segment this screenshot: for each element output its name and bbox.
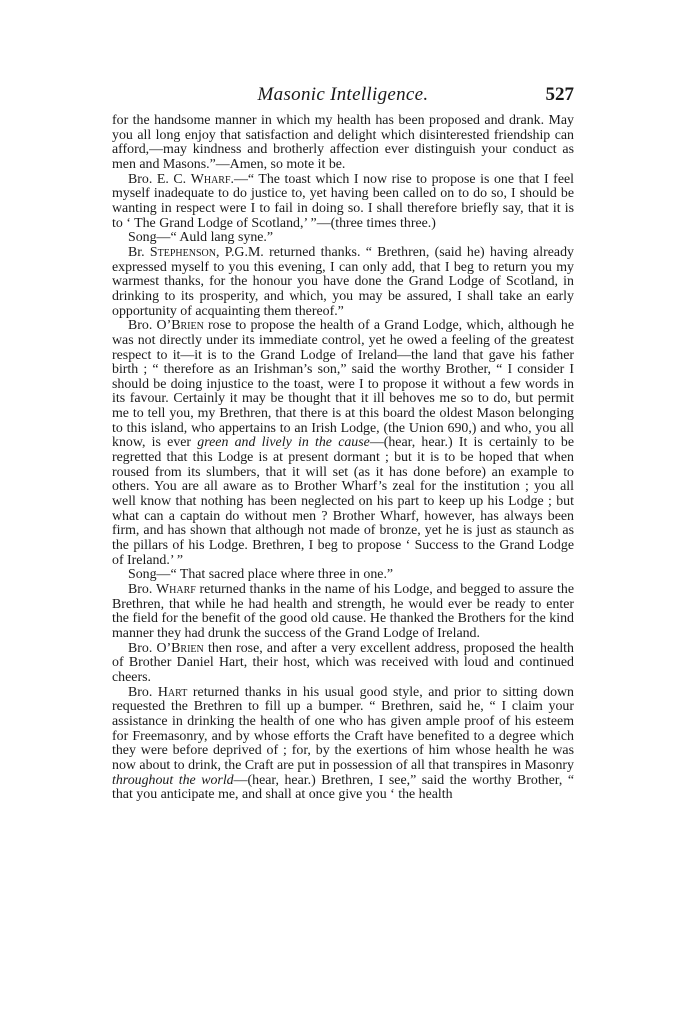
paragraph	[112, 642, 574, 686]
speaker-name: Wharf	[190, 171, 231, 187]
paragraph-text: returned thanks in the name of his Lodge, and begged to assure the Brethren, that while he had health and strength, he would ever be ready to enter the field for the benefit of the good old cause. He thanked the Brothers for the kind manner they had drunk the success of the Grand Lodge of Ireland.	[112, 582, 574, 641]
speaker-name: Hart	[157, 684, 188, 700]
running-header	[112, 84, 574, 114]
paragraph-text: then rose, and after a very excellent address, proposed the health of Brother Daniel Hart, their host, which was received with loud and continued cheers.	[112, 640, 574, 685]
paragraph-text: returned thanks in his usual good style, and prior to sitting down requested the Brethren to fill up a bumper. “ Brethren, said he, “ I claim your assistance in drinking the health of one who has given ample proof of his esteem for Freemasonry, and by whose efforts the Craft have benefited to a degree which they were before deprived of ; for, by the exertions of him whose health he was now about to drink, the Craft are put in possession of all that transpires in Masonry	[112, 684, 574, 773]
paragraph	[112, 114, 574, 173]
paragraph-text: Bro. O’	[128, 318, 172, 334]
paragraph	[112, 686, 574, 803]
paragraph	[112, 583, 574, 642]
article-body	[112, 114, 574, 803]
paragraph-text: for the handsome manner in which my health has been proposed and drank. May you all long enjoy that satisfaction and delight which disinterested friendship can afford,—may kindness and brotherly affection ever distinguish your conduct as men and Masons.”—Amen, so mote it be.	[112, 113, 574, 172]
paragraph-text: —(hear, hear.) It is certainly to be regretted that this Lodge is at present dormant ; but it is to be hoped that when roused from its slumbers, that it will set (as it has done before) an example to others. You are all aware as to Brother Wharf’s zeal for the institution ; you all well know that nothing has been neglected on his part to keep up his Lodge ; but what can a captain do without men ? Brother Wharf, however, has always been firm, and has shown that although not made of bronze, yet he is just as staunch as the pillars of his Lodge. Brethren, I beg to propose ‘ Success to the Grand Lodge of Ireland.’ ”	[112, 435, 574, 568]
paragraph	[112, 246, 574, 319]
speaker-name: Wharf	[156, 582, 196, 597]
italic-phrase: green and lively in the cause	[197, 435, 370, 451]
paragraph	[112, 173, 574, 232]
speaker-name: Brien	[171, 318, 204, 334]
paragraph-text: Bro.	[128, 582, 157, 597]
paragraph	[112, 231, 574, 246]
paragraph-text: Bro.	[128, 684, 158, 700]
paragraph-text: —(hear, hear.) Brethren, I see,” said the worthy Brother, “ that you anticipate me, and shall at once give you ‘ the health	[112, 772, 574, 803]
running-title: Masonic Intelligence.	[257, 84, 429, 105]
paragraph-text: Song—“ Auld lang syne.”	[128, 230, 274, 246]
speaker-name: Brien	[171, 640, 204, 656]
paragraph-text: Bro. E. C.	[128, 171, 191, 187]
paragraph	[112, 568, 574, 583]
paragraph-text: rose to propose the health of a Grand Lodge, which, although he was not directly under its immediate control, yet he owed a feeling of the greatest respect to it—it is to the Grand Lodge of Ireland—the land that gave his father birth ; “ therefore as an Irishman’s son,” said the worthy Brother, “ I consider I should be doing injustice to the toast, were I to propose it without a few words in its favour. Certainly it may be thought that it ill behoves me so to do, but permit me to tell you, my Brethren, that there is at this board the oldest Mason belonging to this island, who appertains to an Irish Lodge, (the Union 690,) and who, you all know, is ever	[112, 318, 574, 451]
page-number: 527	[545, 84, 574, 105]
paragraph-text: , P.G.M. returned thanks. “ Brethren, (said he) having already expressed myself to you this evening, I can only add, that I beg to return you my warmest thanks, for the honour you have done the Grand Lodge of Scotland, in drinking to its prosperity, and which, you may be assured, I shall take an early opportunity of acquainting them thereof.”	[112, 244, 574, 319]
paragraph-text: Bro. O’	[128, 640, 172, 656]
paragraph-text: .—“ The toast which I now rise to propose is one that I feel myself inadequate to do justice to, yet having been called on to do so, I should be wanting in respect were I to fail in doing so. I shall therefore briefly say, that it is to ‘ The Grand Lodge of Scotland,’ ”—(three times three.)	[112, 171, 575, 231]
book-page	[112, 84, 574, 803]
paragraph	[112, 319, 574, 568]
paragraph-text: Song—“ That sacred place where three in one.”	[128, 567, 394, 583]
paragraph-text: Br.	[128, 244, 150, 260]
italic-phrase: throughout the world	[112, 772, 234, 788]
speaker-name: Stephenson	[149, 244, 216, 260]
